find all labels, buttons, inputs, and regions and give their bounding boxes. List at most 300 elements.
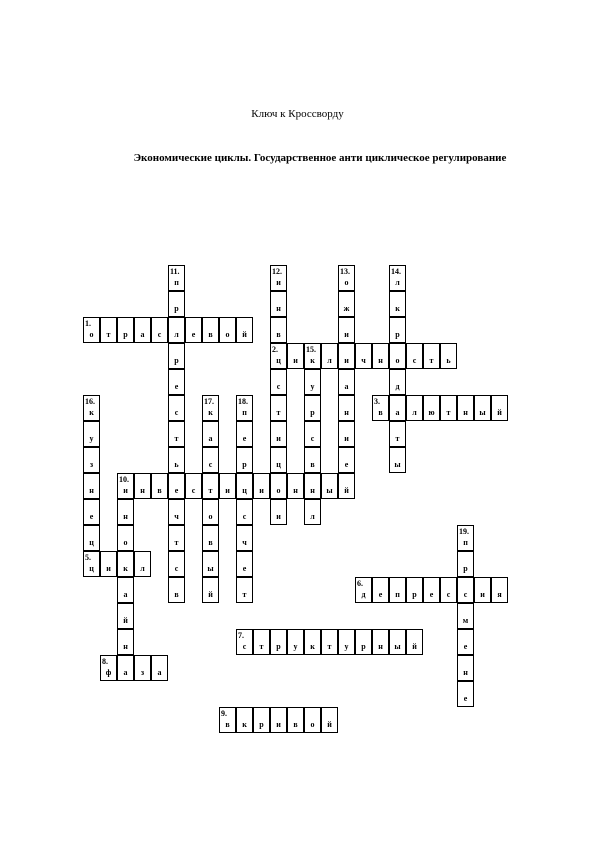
cell-letter: и [276,434,281,443]
cell-letter: о [208,512,213,521]
crossword-cell [389,343,406,369]
cell-letter: й [208,590,213,599]
crossword-cell [236,577,253,603]
crossword-cell [168,551,185,577]
cell-letter: и [344,330,349,339]
crossword-cell [338,343,355,369]
crossword-cell [491,577,508,603]
crossword-cell [304,369,321,395]
crossword-cell [236,551,253,577]
crossword-cell [440,395,457,421]
crossword-cell [270,265,287,291]
crossword-cell [100,317,117,343]
cell-letter: н [378,642,383,651]
cell-letter: р [395,330,400,339]
cell-letter: с [174,564,179,573]
crossword-cell [202,499,219,525]
crossword-cell [168,421,185,447]
crossword-cell [270,421,287,447]
crossword-cell [304,447,321,473]
clue-number: 9. [221,709,227,718]
cell-letter: е [174,486,179,495]
crossword-cell [236,473,253,499]
cell-letter: ы [326,486,333,495]
crossword-cell [202,525,219,551]
crossword-cell [236,499,253,525]
cell-letter: о [344,278,349,287]
crossword-cell [355,343,372,369]
cell-letter: и [225,486,230,495]
crossword-cell [423,343,440,369]
cell-letter: и [276,278,281,287]
crossword-cell [117,655,134,681]
clue-number: 12. [272,267,282,276]
crossword-cell [304,421,321,447]
crossword-cell [236,525,253,551]
crossword-cell [202,551,219,577]
cell-letter: п [463,538,468,547]
cell-letter: с [412,356,417,365]
cell-letter: т [395,434,400,443]
clue-number: 15. [306,345,316,354]
cell-letter: а [208,434,213,443]
cell-letter: с [208,460,213,469]
crossword-cell [168,499,185,525]
crossword-cell [236,395,253,421]
crossword-cell [270,707,287,733]
cell-letter: р [174,304,179,313]
crossword-cell [168,395,185,421]
crossword-cell [406,629,423,655]
cell-letter: о [395,356,400,365]
crossword-cell [355,577,372,603]
crossword-cell [423,577,440,603]
clue-number: 2. [272,345,278,354]
crossword-cell [389,265,406,291]
crossword-cell [270,317,287,343]
cell-letter: т [446,408,451,417]
crossword-cell [338,421,355,447]
crossword-cell [338,447,355,473]
crossword-cell [338,291,355,317]
cell-letter: и [293,356,298,365]
clue-number: 8. [102,657,108,666]
cell-letter: л [412,408,417,417]
cell-letter: е [191,330,196,339]
cell-letter: н [123,642,128,651]
cell-letter: к [242,720,247,729]
crossword-cell [151,473,168,499]
cell-letter: л [395,278,400,287]
crossword-cell [253,707,270,733]
cell-letter: ь [174,460,179,469]
crossword-cell [117,551,134,577]
cell-letter: в [208,330,213,339]
crossword-cell [236,629,253,655]
cell-letter: в [225,720,230,729]
crossword-cell [287,473,304,499]
cell-letter: й [497,408,502,417]
crossword-cell [168,265,185,291]
crossword-cell [134,551,151,577]
cell-letter: р [310,408,315,417]
cell-letter: ы [394,642,401,651]
cell-letter: а [344,382,349,391]
cell-letter: е [463,694,468,703]
cell-letter: с [174,408,179,417]
cell-letter: в [378,408,383,417]
crossword-cell [406,395,423,421]
cell-letter: р [174,356,179,365]
cell-letter: т [327,642,332,651]
crossword-cell [321,707,338,733]
cell-letter: н [378,356,383,365]
crossword-cell [83,421,100,447]
crossword-cell [83,395,100,421]
cell-letter: е [463,642,468,651]
crossword-cell [287,629,304,655]
page-subtitle: Экономические циклы. Государственное анти циклическое регулирование [133,152,507,164]
crossword-cell [389,395,406,421]
cell-letter: ю [428,408,435,417]
crossword-cell [270,499,287,525]
cell-letter: с [242,512,247,521]
crossword-cell [389,447,406,473]
crossword-cell [304,707,321,733]
cell-letter: в [157,486,162,495]
cell-letter: в [276,330,281,339]
crossword-cell [202,317,219,343]
crossword-cell [134,317,151,343]
cell-letter: в [310,460,315,469]
crossword-cell [100,655,117,681]
cell-letter: й [327,720,332,729]
crossword-cell [83,473,100,499]
cell-letter: с [191,486,196,495]
cell-letter: ы [394,460,401,469]
crossword-cell [457,603,474,629]
cell-letter: а [157,668,162,677]
crossword-cell [202,473,219,499]
clue-number: 3. [374,397,380,406]
crossword-cell [457,655,474,681]
cell-letter: о [123,538,128,547]
cell-letter: к [310,356,315,365]
crossword-cell [168,525,185,551]
cell-letter: н [89,486,94,495]
crossword-cell [270,291,287,317]
crossword-cell [100,551,117,577]
crossword-cell [117,603,134,629]
cell-letter: к [395,304,400,313]
cell-letter: й [344,486,349,495]
cell-letter: п [174,278,179,287]
cell-letter: т [106,330,111,339]
cell-letter: р [242,460,247,469]
cell-letter: т [208,486,213,495]
crossword-cell [151,317,168,343]
cell-letter: а [140,330,145,339]
cell-letter: и [276,720,281,729]
cell-letter: ц [242,486,247,495]
crossword-cell [117,629,134,655]
crossword-cell [304,499,321,525]
cell-letter: р [276,642,281,651]
crossword-cell [389,291,406,317]
cell-letter: ч [242,538,247,547]
cell-letter: с [276,382,281,391]
clue-number: 6. [357,579,363,588]
cell-letter: р [361,642,366,651]
cell-letter: в [174,590,179,599]
cell-letter: р [123,330,128,339]
cell-letter: е [242,564,247,573]
crossword-cell [134,473,151,499]
cell-letter: т [259,642,264,651]
crossword-cell [219,707,236,733]
cell-letter: с [310,434,315,443]
cell-letter: н [463,668,468,677]
cell-letter: и [276,512,281,521]
clue-number: 19. [459,527,469,536]
crossword-cell [423,395,440,421]
cell-letter: т [174,434,179,443]
cell-letter: с [157,330,162,339]
crossword-cell [236,707,253,733]
crossword-cell [304,395,321,421]
cell-letter: ч [361,356,366,365]
crossword-cell [168,577,185,603]
crossword-cell [168,317,185,343]
cell-letter: о [89,330,94,339]
cell-letter: ы [207,564,214,573]
cell-letter: т [429,356,434,365]
crossword-cell [287,343,304,369]
crossword-cell [338,629,355,655]
clue-number: 16. [85,397,95,406]
cell-letter: е [378,590,383,599]
crossword-cell [338,317,355,343]
crossword-cell [474,577,491,603]
cell-letter: ц [89,564,94,573]
clue-number: 7. [238,631,244,640]
clue-number: 18. [238,397,248,406]
cell-letter: ц [89,538,94,547]
cell-letter: з [140,668,145,677]
cell-letter: у [89,434,94,443]
cell-letter: у [293,642,298,651]
crossword-cell [202,395,219,421]
cell-letter: е [429,590,434,599]
cell-letter: й [123,616,128,625]
crossword-cell [338,473,355,499]
cell-letter: ь [446,356,451,365]
cell-letter: л [140,564,145,573]
crossword-cell [202,421,219,447]
cell-letter: л [327,356,332,365]
crossword-cell [304,343,321,369]
cell-letter: л [174,330,179,339]
cell-letter: ч [174,512,179,521]
crossword-cell [270,395,287,421]
cell-letter: у [310,382,315,391]
cell-letter: т [174,538,179,547]
crossword-cell [457,395,474,421]
cell-letter: и [106,564,111,573]
crossword-cell [355,629,372,655]
crossword-cell [117,577,134,603]
cell-letter: в [208,538,213,547]
cell-letter: ц [276,356,281,365]
cell-letter: и [344,434,349,443]
crossword-cell [389,421,406,447]
cell-letter: к [123,564,128,573]
cell-letter: к [89,408,94,417]
cell-letter: п [395,590,400,599]
cell-letter: н [123,512,128,521]
crossword-cell [338,395,355,421]
crossword-cell [270,629,287,655]
cell-letter: и [259,486,264,495]
cell-letter: ж [343,304,350,313]
crossword-cell [117,473,134,499]
clue-number: 5. [85,553,91,562]
cell-letter: в [293,720,298,729]
cell-letter: т [276,408,281,417]
crossword-cell [440,577,457,603]
crossword-cell [372,395,389,421]
crossword-cell [185,317,202,343]
page-title: Ключ к Кроссворду [251,108,344,120]
cell-letter: п [242,408,247,417]
crossword-cell [491,395,508,421]
crossword-cell [304,473,321,499]
crossword-cell [83,499,100,525]
crossword-cell [168,291,185,317]
cell-letter: н [463,408,468,417]
clue-number: 13. [340,267,350,276]
crossword-cell [372,629,389,655]
cell-letter: у [344,642,349,651]
cell-letter: ы [479,408,486,417]
crossword-cell [253,473,270,499]
cell-letter: и [480,590,485,599]
crossword-cell [168,473,185,499]
cell-letter: к [208,408,213,417]
crossword-cell [321,629,338,655]
crossword-cell [236,447,253,473]
crossword-cell [168,343,185,369]
cell-letter: н [276,304,281,313]
crossword-cell [457,577,474,603]
cell-letter: д [361,590,366,599]
cell-letter: а [123,590,128,599]
cell-letter: й [412,642,417,651]
cell-letter: н [140,486,145,495]
crossword-cell [219,473,236,499]
clue-number: 17. [204,397,214,406]
cell-letter: н [344,408,349,417]
cell-letter: ц [276,460,281,469]
cell-letter: я [497,590,502,599]
cell-letter: с [463,590,468,599]
cell-letter: о [276,486,281,495]
crossword-cell [338,265,355,291]
crossword-cell [389,369,406,395]
cell-letter: е [89,512,94,521]
cell-letter: н [293,486,298,495]
cell-letter: к [310,642,315,651]
crossword-cell [236,317,253,343]
crossword-cell [151,655,168,681]
crossword-cell [134,655,151,681]
cell-letter: й [242,330,247,339]
clue-number: 11. [170,267,180,276]
cell-letter: р [259,720,264,729]
crossword-cell [117,317,134,343]
clue-number: 10. [119,475,129,484]
crossword-cell [457,629,474,655]
cell-letter: а [395,408,400,417]
cell-letter: р [412,590,417,599]
crossword-cell [338,369,355,395]
crossword-cell [389,577,406,603]
crossword-cell [83,317,100,343]
cell-letter: м [462,616,469,625]
crossword-cell [304,629,321,655]
cell-letter: и [123,486,128,495]
cell-letter: е [242,434,247,443]
crossword-cell [270,473,287,499]
crossword-cell [474,395,491,421]
cell-letter: е [344,460,349,469]
crossword-cell [219,317,236,343]
clue-number: 1. [85,319,91,328]
crossword-cell [202,577,219,603]
cell-letter: д [395,382,400,391]
crossword-cell [168,447,185,473]
crossword-cell [83,551,100,577]
crossword-cell [270,447,287,473]
crossword-cell [236,421,253,447]
crossword-cell [117,525,134,551]
crossword-cell [185,473,202,499]
crossword-cell [287,707,304,733]
crossword-cell [457,681,474,707]
cell-letter: т [242,590,247,599]
crossword-cell [457,525,474,551]
cell-letter: р [463,564,468,573]
crossword-cell [321,473,338,499]
cell-letter: а [123,668,128,677]
crossword-cell [270,369,287,395]
cell-letter: с [242,642,247,651]
crossword-cell [372,577,389,603]
crossword-cell [457,551,474,577]
crossword-cell [406,577,423,603]
cell-letter: л [310,512,315,521]
cell-letter: с [446,590,451,599]
crossword-cell [440,343,457,369]
cell-letter: и [344,356,349,365]
clue-number: 14. [391,267,401,276]
crossword-cell [117,499,134,525]
crossword-cell [83,525,100,551]
cell-letter: з [89,460,94,469]
crossword-cell [270,343,287,369]
crossword-cell [321,343,338,369]
crossword-cell [168,369,185,395]
